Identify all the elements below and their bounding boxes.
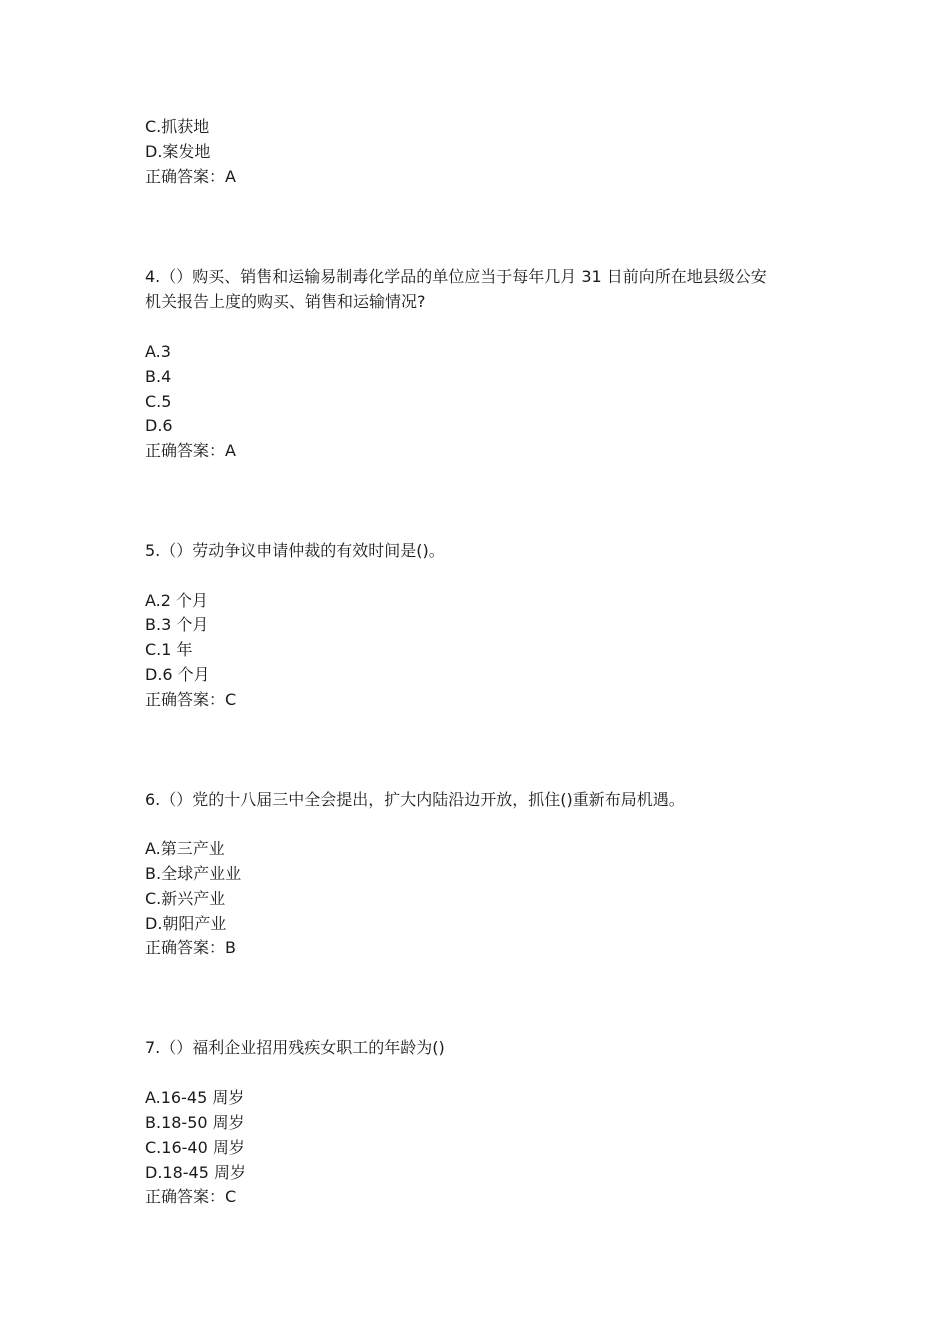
question-4-answer: 正确答案：A — [145, 441, 236, 460]
question-6-option-a: A.第三产业 — [145, 839, 225, 858]
question-4-option-b: B.4 — [145, 367, 172, 386]
question-7-option-c: C.16-40 周岁 — [145, 1138, 245, 1157]
question-7-option-a: A.16-45 周岁 — [145, 1088, 245, 1107]
question-4-option-a: A.3 — [145, 342, 171, 361]
question-5-option-c: C.1 年 — [145, 640, 193, 659]
question-5-answer: 正确答案：C — [145, 690, 237, 709]
question-7-option-b: B.18-50 周岁 — [145, 1113, 245, 1132]
question-4-text-line-2: 机关报告上度的购买、销售和运输情况? — [145, 292, 426, 311]
question-7-answer: 正确答案：C — [145, 1187, 237, 1206]
question-6-option-b: B.全球产业业 — [145, 864, 242, 883]
question-7-option-d: D.18-45 周岁 — [145, 1163, 246, 1182]
prev-option-d: D.案发地 — [145, 142, 211, 161]
question-4-text-line-1: 4.（）购买、销售和运输易制毒化学品的单位应当于每年几月 31 日前向所在地县级公安 — [145, 267, 767, 286]
question-6-option-c: C.新兴产业 — [145, 889, 226, 908]
question-6-option-d: D.朝阳产业 — [145, 914, 227, 933]
question-4-option-c: C.5 — [145, 392, 172, 411]
question-4-option-d: D.6 — [145, 416, 173, 435]
prev-option-c: C.抓获地 — [145, 117, 210, 136]
question-5-option-a: A.2 个月 — [145, 591, 209, 610]
question-7-text-line-1: 7.（）福利企业招用残疾女职工的年龄为() — [145, 1038, 445, 1057]
question-6-answer: 正确答案：B — [145, 938, 236, 957]
question-5-option-d: D.6 个月 — [145, 665, 210, 684]
prev-answer: 正确答案：A — [145, 167, 236, 186]
question-5-text-line-1: 5.（）劳动争议申请仲裁的有效时间是()。 — [145, 541, 445, 560]
question-5-option-b: B.3 个月 — [145, 615, 209, 634]
question-6-text-line-1: 6.（）党的十八届三中全会提出，扩大内陆沿边开放，抓住()重新布局机遇。 — [145, 790, 685, 809]
